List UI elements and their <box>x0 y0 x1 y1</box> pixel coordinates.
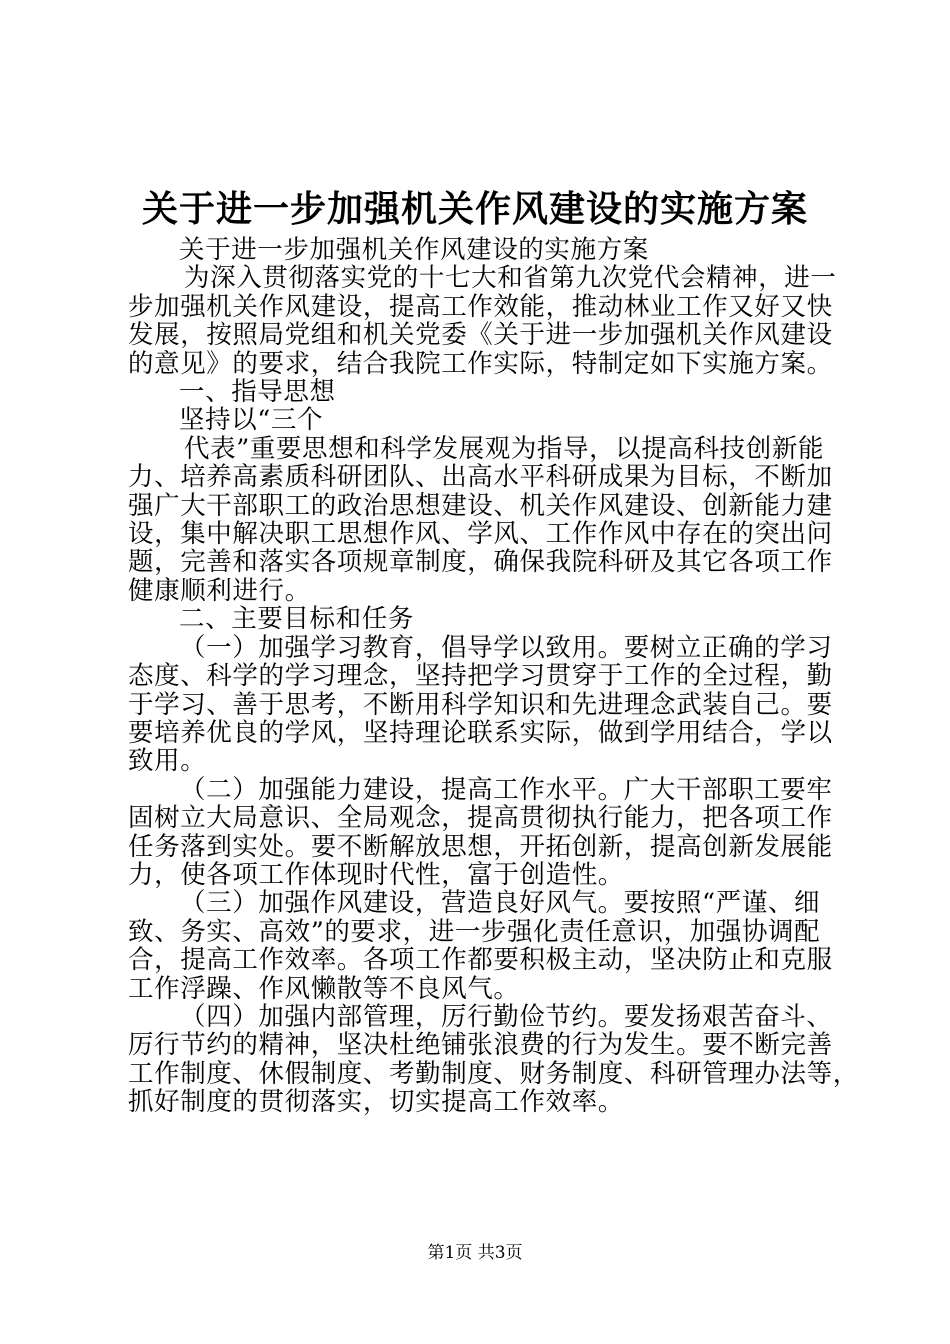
body-line: （二）加强能力建设，提高工作水平。广大干部职工要牢 <box>180 774 833 805</box>
body-line: （一）加强学习教育，倡导学以致用。要树立正确的学习 <box>180 632 833 663</box>
body-line: 厉行节约的精神，坚决杜绝铺张浪费的行为发生。要不断完善 <box>128 1030 833 1061</box>
body-line: 固树立大局意识、全局观念，提高贯彻执行能力，把各项工作 <box>128 803 833 834</box>
body-line: 步加强机关作风建设，提高工作效能，推动林业工作又好又快 <box>128 291 833 322</box>
body-line: 任务落到实处。要不断解放思想，开拓创新，提高创新发展能 <box>128 831 833 862</box>
body-line: 力、培养高素质科研团队、出高水平科研成果为目标，不断加 <box>128 462 833 493</box>
body-line: 于学习、善于思考，不断用科学知识和先进理念武装自己。要 <box>128 689 833 720</box>
body-line: 关于进一步加强机关作风建设的实施方案 <box>179 235 649 265</box>
section-heading: 一、指导思想 <box>179 377 336 408</box>
body-line: 强广大干部职工的政治思想建设、机关作风建设、创新能力建 <box>128 490 833 521</box>
body-line: 代表”重要思想和科学发展观为指导，以提高科技创新能 <box>184 433 825 464</box>
body-line: 工作制度、休假制度、考勤制度、财务制度、科研管理办法等， <box>128 1058 859 1089</box>
body-line: 坚持以“三个 <box>179 405 324 436</box>
body-line: （三）加强作风建设，营造良好风气。要按照“严谨、细 <box>180 888 821 919</box>
body-line: 致、务实、高效”的要求，进一步强化责任意识，加强协调配 <box>128 916 821 947</box>
body-line: 设，集中解决职工思想作风、学风、工作作风中存在的突出问 <box>128 519 833 550</box>
body-line: （四）加强内部管理，厉行勤俭节约。要发扬艰苦奋斗、 <box>180 1001 833 1032</box>
body-line: 要培养优良的学风，坚持理论联系实际，做到学用结合，学以 <box>128 717 833 748</box>
body-line: 的意见》的要求，结合我院工作实际，特制定如下实施方案。 <box>128 348 833 379</box>
page-footer: 第1页 共3页 <box>427 1243 523 1263</box>
section-heading: 二、主要目标和任务 <box>179 604 414 635</box>
body-line: 发展，按照局党组和机关党委《关于进一步加强机关作风建设 <box>128 320 833 351</box>
body-line: 工作浮躁、作风懒散等不良风气。 <box>128 973 520 1004</box>
body-line: 抓好制度的贯彻落实，切实提高工作效率。 <box>128 1087 624 1118</box>
body-line: 健康顺利进行。 <box>128 575 311 606</box>
body-line: 力，使各项工作体现时代性，富于创造性。 <box>128 859 624 890</box>
document-title: 关于进一步加强机关作风建设的实施方案 <box>141 188 808 230</box>
document-body <box>128 235 859 1118</box>
body-line: 题，完善和落实各项规章制度，确保我院科研及其它各项工作 <box>128 547 833 578</box>
body-line: 致用。 <box>128 746 207 777</box>
body-line: 合，提高工作效率。各项工作都要积极主动，坚决防止和克服 <box>128 945 833 976</box>
body-line: 为深入贯彻落实党的十七大和省第九次党代会精神，进一 <box>184 263 837 294</box>
body-line: 态度、科学的学习理念，坚持把学习贯穿于工作的全过程，勤 <box>128 661 833 692</box>
